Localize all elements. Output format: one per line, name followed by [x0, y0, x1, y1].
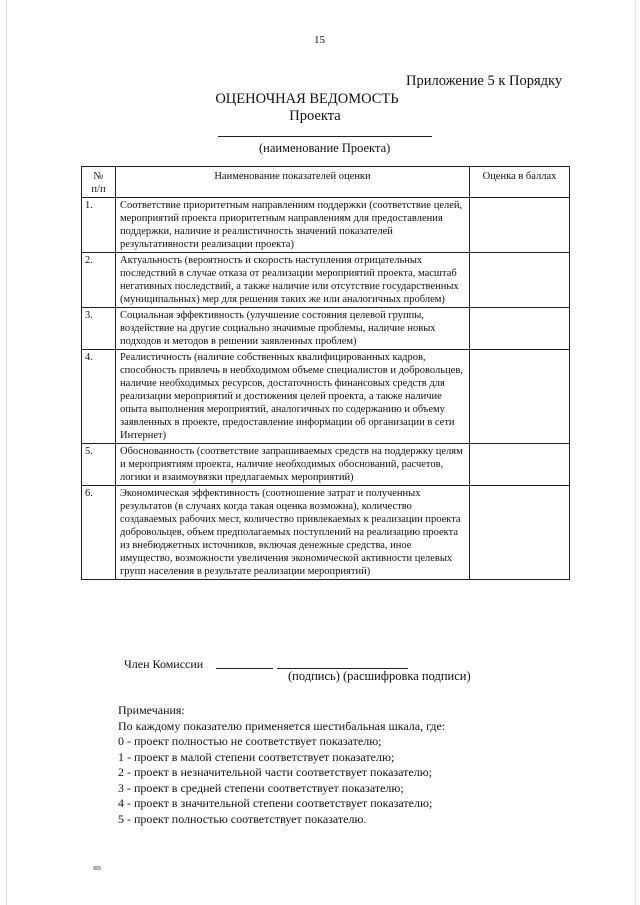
- page-number: 15: [314, 34, 325, 46]
- row-indicator-text: Экономическая эффективность (соотношение затрат и полученных результатов (в случаях когда такая оценка возможна), количество создаваемых рабочих мест, количество привлекаемых к реализации проекта добровольцев, объем предполагаемых поступлений на реализацию проекта из внебюджетных источников, включая денежные средства, иное имущество, возможности увеличения экономической активности целевых групп населения в результате реализации мероприятий): [116, 486, 470, 580]
- footer-initials: ЯВ: [93, 866, 102, 872]
- table-row: [82, 444, 570, 486]
- scale-item: 1 - проект в малой степени соответствует показателю;: [118, 749, 395, 764]
- notes-intro: По каждому показателю применяется шестибальная шкала, где:: [118, 718, 446, 733]
- notes-section: [118, 703, 445, 827]
- signature-blank-line: [216, 668, 273, 669]
- document-subtitle: Проекта: [289, 108, 341, 124]
- header-indicator-name: Наименование показателей оценки: [116, 167, 470, 198]
- document-title: ОЦЕНОЧНАЯ ВЕДОМОСТЬ: [215, 91, 399, 107]
- project-name-caption: (наименование Проекта): [259, 141, 391, 155]
- row-number: 5.: [82, 444, 116, 486]
- evaluation-table: [81, 166, 570, 580]
- scale-item: 0 - проект полностью не соответствует показателю;: [118, 734, 382, 748]
- row-indicator-text: Обоснованность (соответствие запрашиваемых средств на поддержку целям и мероприятиям проекта, наличие необходимых обоснований, расчетов, логики и взаимоувязки предлагаемых мероприятий): [116, 444, 470, 486]
- row-score-cell[interactable]: [470, 198, 570, 253]
- table-row: [82, 308, 570, 350]
- signature-caption: (подпись) (расшифровка подписи): [288, 669, 471, 683]
- table-row: [82, 253, 570, 308]
- row-indicator-text: Актуальность (вероятность и скорость наступления отрицательных последствий в случае отказа от реализации мероприятий проекта, масштаб негативных последствий, а также наличие или отсутствие государственных (муниципальных) мер для решения таких же или аналогичных проблем): [116, 253, 470, 308]
- header-score: Оценка в баллах: [470, 167, 570, 198]
- row-number: 6.: [82, 486, 116, 580]
- scan-edge-right: [635, 0, 636, 905]
- appendix-reference: Приложение 5 к Порядку: [406, 73, 563, 89]
- row-number: 1.: [82, 198, 116, 253]
- scan-edge-left: [6, 0, 7, 905]
- scale-item: 2 - проект в незначительной части соответствует показателю;: [118, 765, 433, 779]
- row-score-cell[interactable]: [470, 308, 570, 350]
- notes-heading: Примечания:: [118, 703, 185, 717]
- document-title-block: [0, 91, 640, 125]
- row-score-cell[interactable]: [470, 444, 570, 486]
- row-number: 2.: [82, 253, 116, 308]
- scale-item: 5 - проект полностью соответствует показателю.: [118, 811, 367, 826]
- header-number: № п/п: [82, 167, 116, 198]
- scale-item: 4 - проект в значительной степени соответствует показателю;: [118, 796, 433, 810]
- row-score-cell[interactable]: [470, 486, 570, 580]
- row-score-cell[interactable]: [470, 253, 570, 308]
- table-row: [82, 350, 570, 444]
- row-number: 4.: [82, 350, 116, 444]
- row-indicator-text: Соответствие приоритетным направлениям поддержки (соответствие целей, мероприятий проекта приоритетным направлениям для предоставления поддержки, наличие и реалистичность значений показателей результативности реализации проекта): [116, 198, 470, 253]
- commission-member-label: Член Комиссии: [124, 657, 204, 671]
- table-header-row: [82, 167, 570, 198]
- row-number: 3.: [82, 308, 116, 350]
- scale-item: 3 - проект в средней степени соответствует показателю;: [118, 780, 404, 795]
- row-indicator-text: Реалистичность (наличие собственных квалифицированных кадров, способность привлечь в необходимом объеме специалистов и добровольцев, наличие необходимых ресурсов, достаточность финансовых средств для реализации мероприятий и достижения целей проекта, а также наличие опыта выполнения мероприятий, аналогичных по содержанию и объему заявленных в проекте, предоставление информации об организации в сети Интернет): [116, 350, 470, 444]
- table-row: [82, 198, 570, 253]
- row-score-cell[interactable]: [470, 350, 570, 444]
- project-name-blank-line: [218, 136, 432, 137]
- row-indicator-text: Социальная эффективность (улучшение состояния целевой группы, воздействие на другие социально значимые проблемы, наличие новых подходов и методов в решении заявленных проблем): [116, 308, 470, 350]
- table-row: [82, 486, 570, 580]
